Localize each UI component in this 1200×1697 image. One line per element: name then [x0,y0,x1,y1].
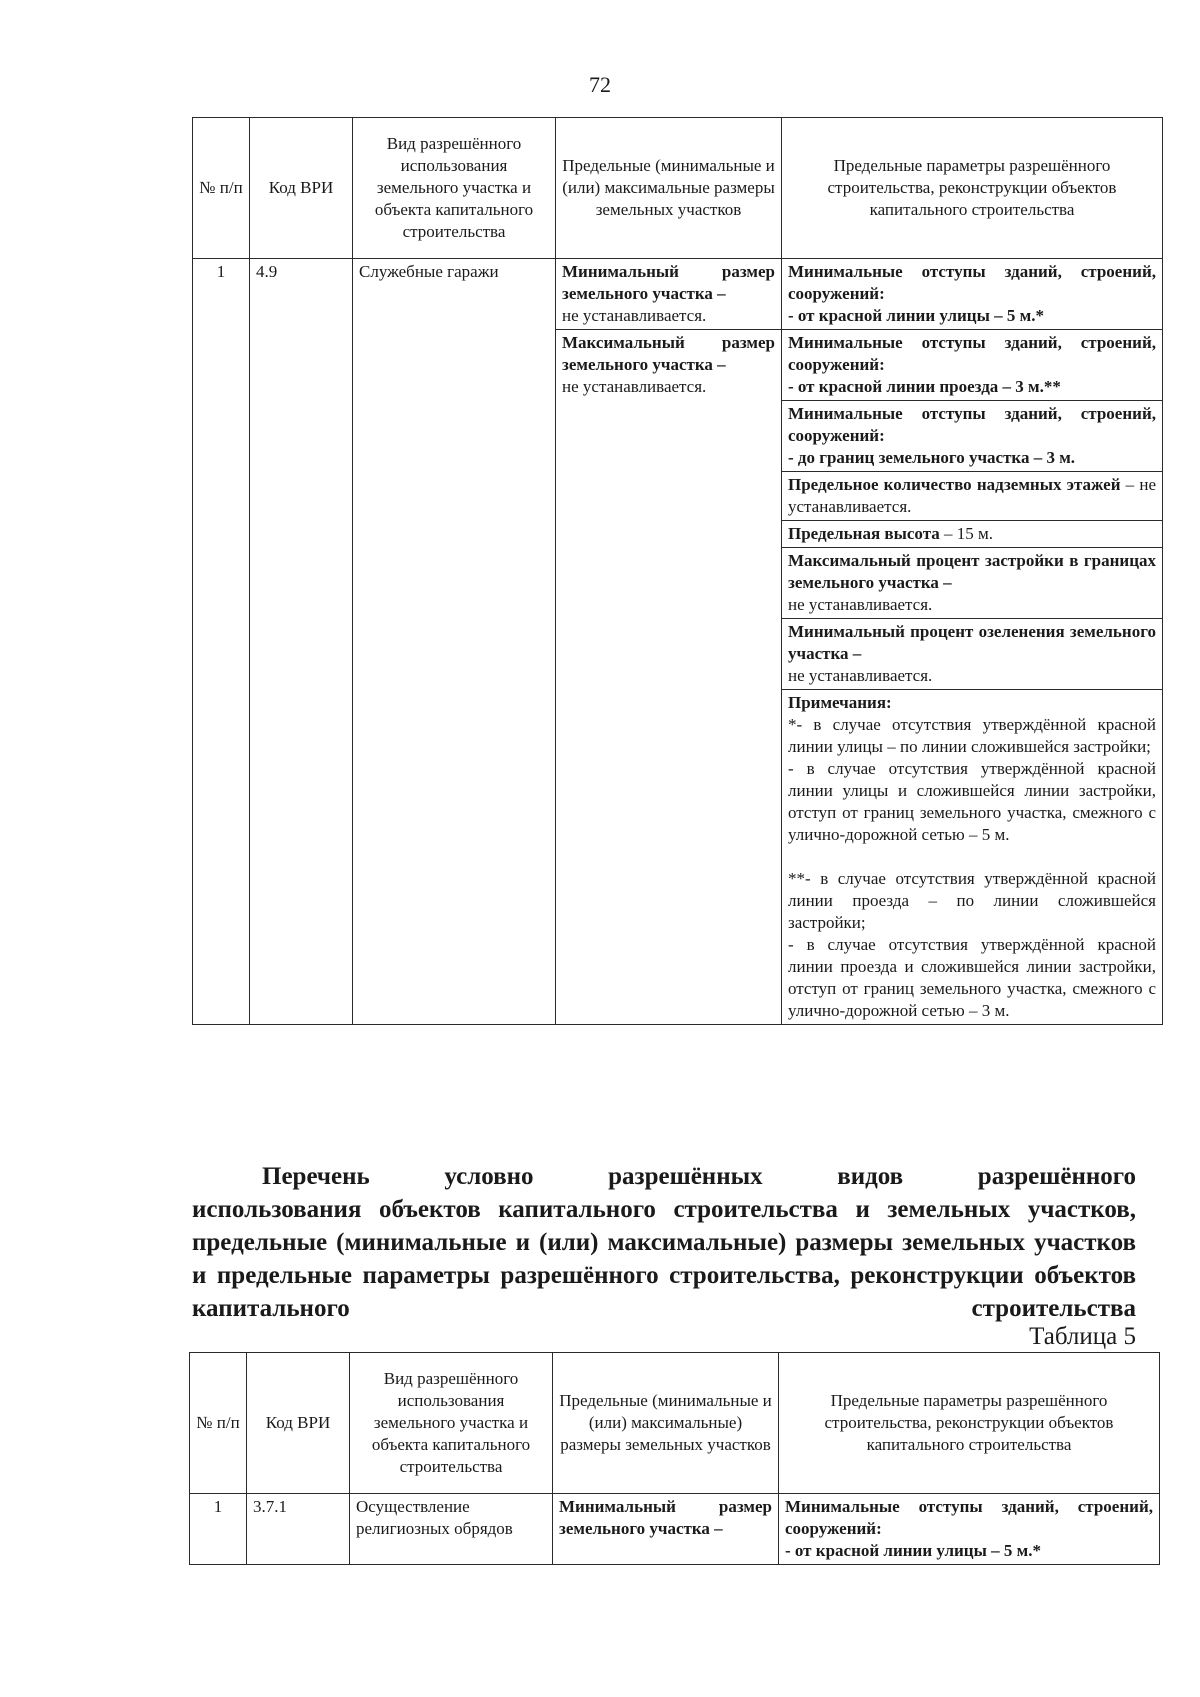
max-size-label: Максимальный размер земельного участка – [562,333,775,374]
param-label: Минимальные отступы зданий, строений, сооружений: [788,262,1156,303]
header-num: № п/п [190,1353,247,1494]
param-value: не устанавливается. [788,595,933,614]
header-code: Код ВРИ [250,118,353,259]
table-header-row [190,1353,1160,1494]
min-size-cell [556,259,782,330]
param-label: Минимальный процент озеленения земельного участка – [788,622,1156,663]
row-code: 3.7.1 [247,1494,350,1565]
row-code: 4.9 [250,259,353,1025]
note-item: **- в случае отсутствия утверждённой красной линии проезда – по линии сложившейся застройки; [788,869,1156,932]
note-item: *- в случае отсутствия утверждённой красной линии улицы – по линии сложившейся застройки; [788,715,1156,756]
param-build-percent [782,548,1163,619]
header-sizes: Предельные (минимальные и (или) максимальные размеры земельных участков [556,118,782,259]
table-header-row [193,118,1163,259]
heading-line-1: Перечень условно разрешённых видов разрешённого [262,1163,1136,1190]
param-green-percent [782,619,1163,690]
param-value: – 15 м. [939,524,994,543]
max-size-value: не устанавливается. [562,377,707,396]
param-label: Минимальные отступы зданий, строений, сооружений: [785,1497,1153,1538]
regulations-table [192,117,1163,1025]
header-use: Вид разрешённого использования земельного участка и объекта капитального строительства [353,118,556,259]
notes-label: Примечания: [788,693,892,712]
param-height [782,521,1163,548]
param-value: - от красной линии улицы – 5 м.* [785,1541,1041,1560]
heading-rest: использования объектов капитального строительства и земельных участков, предельные (минимальные и (или) максимальные) размеры земельных участков и предельные параметры разрешённого строительства, реконструкции объектов капитального строительства [192,1196,1136,1322]
note-item: - в случае отсутствия утверждённой красной линии улицы и сложившейся линии застройки, отступ от границ земельного участка, смежного с улично-дорожной сетью – 5 м. [788,759,1156,844]
notes-cell [782,690,1163,1025]
page-number: 72 [589,72,611,97]
header-code: Код ВРИ [247,1353,350,1494]
header-num: № п/п [193,118,250,259]
header-params: Предельные параметры разрешённого строительства, реконструкции объектов капитального строительства [782,118,1163,259]
param-setback-street [779,1494,1160,1565]
min-size-value: не устанавливается. [562,306,707,325]
row-num: 1 [190,1494,247,1565]
min-size-cell [553,1494,779,1565]
note-item: - в случае отсутствия утверждённой красной линии проезда и сложившейся линии застройки, отступ от границ земельного участка, смежного с улично-дорожной сетью – 3 м. [788,935,1156,1020]
param-value: не устанавливается. [788,666,933,685]
param-floors [782,472,1163,521]
section-heading [192,1160,1136,1325]
table-row [190,1494,1160,1565]
row-use: Осуществление религиозных обрядов [350,1494,553,1565]
header-sizes: Предельные (минимальные и (или) максимальные) размеры земельных участков [553,1353,779,1494]
row-num: 1 [193,259,250,1025]
min-size-label: Минимальный размер земельного участка – [559,1497,772,1538]
table-caption: Таблица 5 [1029,1323,1136,1350]
param-value: - от красной линии улицы – 5 м.* [788,306,1044,325]
header-use: Вид разрешённого использования земельного участка и объекта капитального строительства [350,1353,553,1494]
param-label: Максимальный процент застройки в границах земельного участка – [788,551,1156,592]
table-row [193,259,1163,330]
param-label: Предельная высота [788,524,940,543]
param-setback-boundary [782,401,1163,472]
param-label: Минимальные отступы зданий, строений, сооружений: [788,333,1156,374]
param-setback-driveway [782,330,1163,401]
param-label: Предельное количество надземных этажей [788,475,1121,494]
param-label: Минимальные отступы зданий, строений, сооружений: [788,404,1156,445]
min-size-label: Минимальный размер земельного участка – [562,262,775,303]
conditional-uses-table [189,1352,1160,1565]
row-use: Служебные гаражи [353,259,556,1025]
param-value: – не устанавливается. [788,475,1156,516]
header-params: Предельные параметры разрешённого строительства, реконструкции объектов капитального строительства [779,1353,1160,1494]
param-value: - до границ земельного участка – 3 м. [788,448,1076,467]
max-size-cell [556,330,782,1025]
param-value: - от красной линии проезда – 3 м.** [788,377,1061,396]
param-setback-street [782,259,1163,330]
